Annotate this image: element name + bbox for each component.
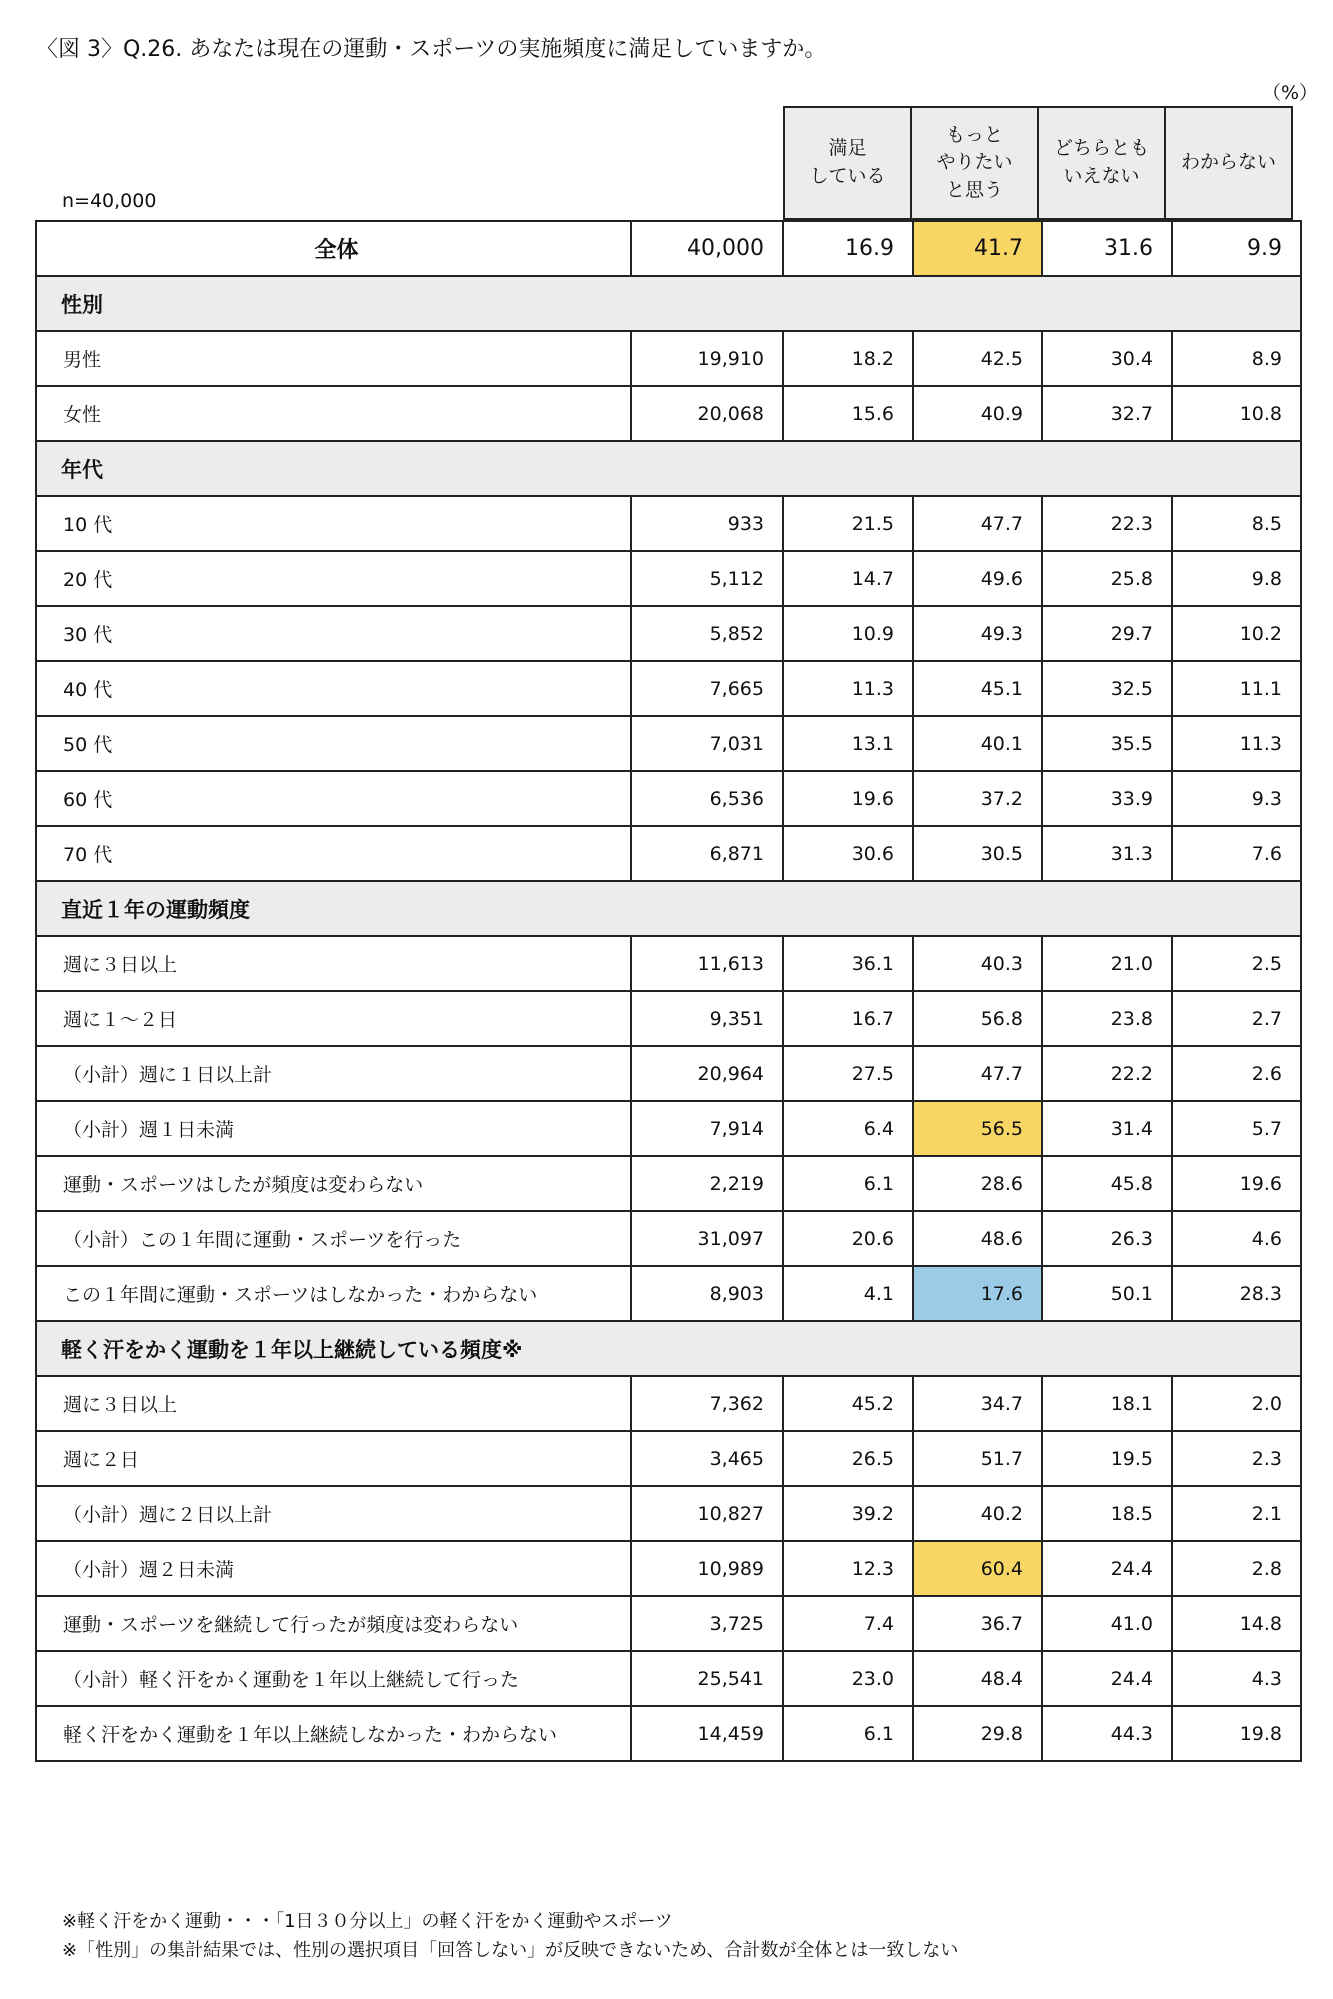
- value-cell: 48.4: [913, 1651, 1042, 1706]
- value-cell: 27.5: [783, 1046, 913, 1101]
- table-row: [36, 1156, 1301, 1211]
- value-cell: 26.5: [783, 1431, 913, 1486]
- row-label: 70 代: [36, 826, 631, 881]
- value-cell: 31.3: [1042, 826, 1172, 881]
- unit-label: （%）: [1262, 82, 1319, 104]
- value-cell: 2.6: [1172, 1046, 1301, 1101]
- value-cell: 14.7: [783, 551, 913, 606]
- value-cell: 24.4: [1042, 1651, 1172, 1706]
- row-count: 14,459: [631, 1706, 783, 1761]
- value-cell: 6.1: [783, 1156, 913, 1211]
- row-label: 週に２日: [36, 1431, 631, 1486]
- value-cell: 37.2: [913, 771, 1042, 826]
- row-count: 3,725: [631, 1596, 783, 1651]
- value-cell: 6.1: [783, 1706, 913, 1761]
- value-cell: 19.8: [1172, 1706, 1301, 1761]
- value-cell: 29.7: [1042, 606, 1172, 661]
- value-cell: 45.2: [783, 1376, 913, 1431]
- value-cell: 24.4: [1042, 1541, 1172, 1596]
- row-count: 2,219: [631, 1156, 783, 1211]
- row-count: 7,362: [631, 1376, 783, 1431]
- value-cell: 10.8: [1172, 386, 1301, 441]
- value-cell: 2.0: [1172, 1376, 1301, 1431]
- value-cell: 4.3: [1172, 1651, 1301, 1706]
- value-cell: 39.2: [783, 1486, 913, 1541]
- value-cell: 29.8: [913, 1706, 1042, 1761]
- value-cell: 8.5: [1172, 496, 1301, 551]
- row-label: 40 代: [36, 661, 631, 716]
- table-row: [36, 826, 1301, 881]
- value-cell: 10.9: [783, 606, 913, 661]
- highlighted-value-cell: 17.6: [913, 1266, 1042, 1321]
- value-cell: 36.7: [913, 1596, 1042, 1651]
- figure-title: 〈図 3〉Q.26. あなたは現在の運動・スポーツの実施頻度に満足していますか。: [36, 37, 827, 62]
- value-cell: 15.6: [783, 386, 913, 441]
- column-header-row: [783, 106, 1293, 220]
- row-label: 運動・スポーツを継続して行ったが頻度は変わらない: [36, 1596, 631, 1651]
- value-cell: 2.5: [1172, 936, 1301, 991]
- value-cell: 30.6: [783, 826, 913, 881]
- value-cell: 40.3: [913, 936, 1042, 991]
- table-row: [36, 1486, 1301, 1541]
- value-cell: 47.7: [913, 1046, 1042, 1101]
- value-cell: 34.7: [913, 1376, 1042, 1431]
- table-row: [36, 936, 1301, 991]
- section-header-row: [36, 276, 1301, 331]
- row-label: 週に３日以上: [36, 936, 631, 991]
- value-cell: 9.9: [1172, 221, 1301, 276]
- value-cell: 19.6: [1172, 1156, 1301, 1211]
- results-table-body: [36, 221, 1301, 1761]
- table-row: [36, 551, 1301, 606]
- section-header: 軽く汗をかく運動を１年以上継続している頻度※: [36, 1321, 1301, 1376]
- table-row: [36, 1101, 1301, 1156]
- footnote-2: ※「性別」の集計結果では、性別の選択項目「回答しない」が反映できないため、合計数が全体とは一致しない: [62, 1939, 959, 1961]
- row-label: 50 代: [36, 716, 631, 771]
- value-cell: 10.2: [1172, 606, 1301, 661]
- value-cell: 42.5: [913, 331, 1042, 386]
- table-row: [36, 1376, 1301, 1431]
- table-row: [36, 1541, 1301, 1596]
- row-count: 6,871: [631, 826, 783, 881]
- value-cell: 5.7: [1172, 1101, 1301, 1156]
- sample-size-label: n=40,000: [62, 190, 157, 212]
- row-count: 7,914: [631, 1101, 783, 1156]
- section-header-row: [36, 881, 1301, 936]
- row-count: 6,536: [631, 771, 783, 826]
- row-label: （小計）週２日未満: [36, 1541, 631, 1596]
- row-label: 20 代: [36, 551, 631, 606]
- table-row: [36, 1651, 1301, 1706]
- value-cell: 8.9: [1172, 331, 1301, 386]
- row-label: この１年間に運動・スポーツはしなかった・わからない: [36, 1266, 631, 1321]
- table-row: [36, 331, 1301, 386]
- value-cell: 31.4: [1042, 1101, 1172, 1156]
- value-cell: 32.7: [1042, 386, 1172, 441]
- value-cell: 16.9: [783, 221, 913, 276]
- value-cell: 19.6: [783, 771, 913, 826]
- value-cell: 2.3: [1172, 1431, 1301, 1486]
- highlighted-value-cell: 56.5: [913, 1101, 1042, 1156]
- value-cell: 30.4: [1042, 331, 1172, 386]
- table-row: [36, 991, 1301, 1046]
- highlighted-value-cell: 60.4: [913, 1541, 1042, 1596]
- row-label: （小計）週に２日以上計: [36, 1486, 631, 1541]
- section-header: 直近１年の運動頻度: [36, 881, 1301, 936]
- value-cell: 49.3: [913, 606, 1042, 661]
- value-cell: 28.6: [913, 1156, 1042, 1211]
- row-count: 40,000: [631, 221, 783, 276]
- value-cell: 11.1: [1172, 661, 1301, 716]
- value-cell: 35.5: [1042, 716, 1172, 771]
- table-row: [36, 496, 1301, 551]
- value-cell: 56.8: [913, 991, 1042, 1046]
- row-label: 運動・スポーツはしたが頻度は変わらない: [36, 1156, 631, 1211]
- value-cell: 21.5: [783, 496, 913, 551]
- section-header-row: [36, 441, 1301, 496]
- value-cell: 49.6: [913, 551, 1042, 606]
- value-cell: 23.8: [1042, 991, 1172, 1046]
- row-label: 軽く汗をかく運動を１年以上継続しなかった・わからない: [36, 1706, 631, 1761]
- table-row: [36, 1266, 1301, 1321]
- row-count: 10,989: [631, 1541, 783, 1596]
- value-cell: 18.5: [1042, 1486, 1172, 1541]
- row-label: 週に１～２日: [36, 991, 631, 1046]
- row-label: （小計）週に１日以上計: [36, 1046, 631, 1101]
- table-row: [36, 1596, 1301, 1651]
- value-cell: 21.0: [1042, 936, 1172, 991]
- value-cell: 12.3: [783, 1541, 913, 1596]
- row-count: 9,351: [631, 991, 783, 1046]
- row-count: 20,068: [631, 386, 783, 441]
- total-row: [36, 221, 1301, 276]
- results-table: [35, 220, 1302, 1762]
- value-cell: 18.1: [1042, 1376, 1172, 1431]
- value-cell: 47.7: [913, 496, 1042, 551]
- value-cell: 11.3: [1172, 716, 1301, 771]
- value-cell: 20.6: [783, 1211, 913, 1266]
- row-label: （小計）この１年間に運動・スポーツを行った: [36, 1211, 631, 1266]
- value-cell: 9.3: [1172, 771, 1301, 826]
- value-cell: 32.5: [1042, 661, 1172, 716]
- value-cell: 33.9: [1042, 771, 1172, 826]
- row-label: 男性: [36, 331, 631, 386]
- value-cell: 25.8: [1042, 551, 1172, 606]
- row-count: 31,097: [631, 1211, 783, 1266]
- row-count: 933: [631, 496, 783, 551]
- column-header-dont-know: わからない: [1164, 106, 1293, 220]
- row-label: 全体: [36, 221, 631, 276]
- value-cell: 4.1: [783, 1266, 913, 1321]
- section-header-row: [36, 1321, 1301, 1376]
- value-cell: 7.6: [1172, 826, 1301, 881]
- value-cell: 2.8: [1172, 1541, 1301, 1596]
- value-cell: 14.8: [1172, 1596, 1301, 1651]
- column-header-want-more: もっと やりたい と思う: [910, 106, 1039, 220]
- value-cell: 23.0: [783, 1651, 913, 1706]
- section-header: 年代: [36, 441, 1301, 496]
- value-cell: 9.8: [1172, 551, 1301, 606]
- value-cell: 2.7: [1172, 991, 1301, 1046]
- row-count: 7,031: [631, 716, 783, 771]
- row-count: 11,613: [631, 936, 783, 991]
- row-label: 女性: [36, 386, 631, 441]
- row-count: 7,665: [631, 661, 783, 716]
- value-cell: 22.2: [1042, 1046, 1172, 1101]
- row-count: 25,541: [631, 1651, 783, 1706]
- table-row: [36, 716, 1301, 771]
- table-row: [36, 661, 1301, 716]
- row-count: 5,852: [631, 606, 783, 661]
- value-cell: 13.1: [783, 716, 913, 771]
- row-label: （小計）軽く汗をかく運動を１年以上継続して行った: [36, 1651, 631, 1706]
- value-cell: 40.9: [913, 386, 1042, 441]
- value-cell: 50.1: [1042, 1266, 1172, 1321]
- highlighted-value-cell: 41.7: [913, 221, 1042, 276]
- value-cell: 41.0: [1042, 1596, 1172, 1651]
- section-header: 性別: [36, 276, 1301, 331]
- value-cell: 4.6: [1172, 1211, 1301, 1266]
- row-count: 19,910: [631, 331, 783, 386]
- footnotes: [62, 1908, 958, 1966]
- column-header-satisfied: 満足 している: [783, 106, 912, 220]
- value-cell: 18.2: [783, 331, 913, 386]
- column-header-neither: どちらとも いえない: [1037, 106, 1166, 220]
- value-cell: 51.7: [913, 1431, 1042, 1486]
- table-row: [36, 606, 1301, 661]
- value-cell: 19.5: [1042, 1431, 1172, 1486]
- table-row: [36, 1431, 1301, 1486]
- value-cell: 22.3: [1042, 496, 1172, 551]
- value-cell: 44.3: [1042, 1706, 1172, 1761]
- row-label: 週に３日以上: [36, 1376, 631, 1431]
- value-cell: 45.8: [1042, 1156, 1172, 1211]
- value-cell: 2.1: [1172, 1486, 1301, 1541]
- footnote-1: ※軽く汗をかく運動・・・「1日３０分以上」の軽く汗をかく運動やスポーツ: [62, 1911, 673, 1932]
- row-count: 8,903: [631, 1266, 783, 1321]
- value-cell: 31.6: [1042, 221, 1172, 276]
- value-cell: 45.1: [913, 661, 1042, 716]
- row-label: 30 代: [36, 606, 631, 661]
- table-row: [36, 1211, 1301, 1266]
- table-row: [36, 386, 1301, 441]
- row-count: 20,964: [631, 1046, 783, 1101]
- row-label: 60 代: [36, 771, 631, 826]
- table-row: [36, 771, 1301, 826]
- table-row: [36, 1046, 1301, 1101]
- value-cell: 40.2: [913, 1486, 1042, 1541]
- value-cell: 16.7: [783, 991, 913, 1046]
- value-cell: 26.3: [1042, 1211, 1172, 1266]
- row-label: 10 代: [36, 496, 631, 551]
- row-count: 10,827: [631, 1486, 783, 1541]
- value-cell: 30.5: [913, 826, 1042, 881]
- value-cell: 6.4: [783, 1101, 913, 1156]
- value-cell: 48.6: [913, 1211, 1042, 1266]
- value-cell: 28.3: [1172, 1266, 1301, 1321]
- value-cell: 11.3: [783, 661, 913, 716]
- value-cell: 40.1: [913, 716, 1042, 771]
- table-row: [36, 1706, 1301, 1761]
- value-cell: 7.4: [783, 1596, 913, 1651]
- row-count: 3,465: [631, 1431, 783, 1486]
- value-cell: 36.1: [783, 936, 913, 991]
- row-label: （小計）週１日未満: [36, 1101, 631, 1156]
- row-count: 5,112: [631, 551, 783, 606]
